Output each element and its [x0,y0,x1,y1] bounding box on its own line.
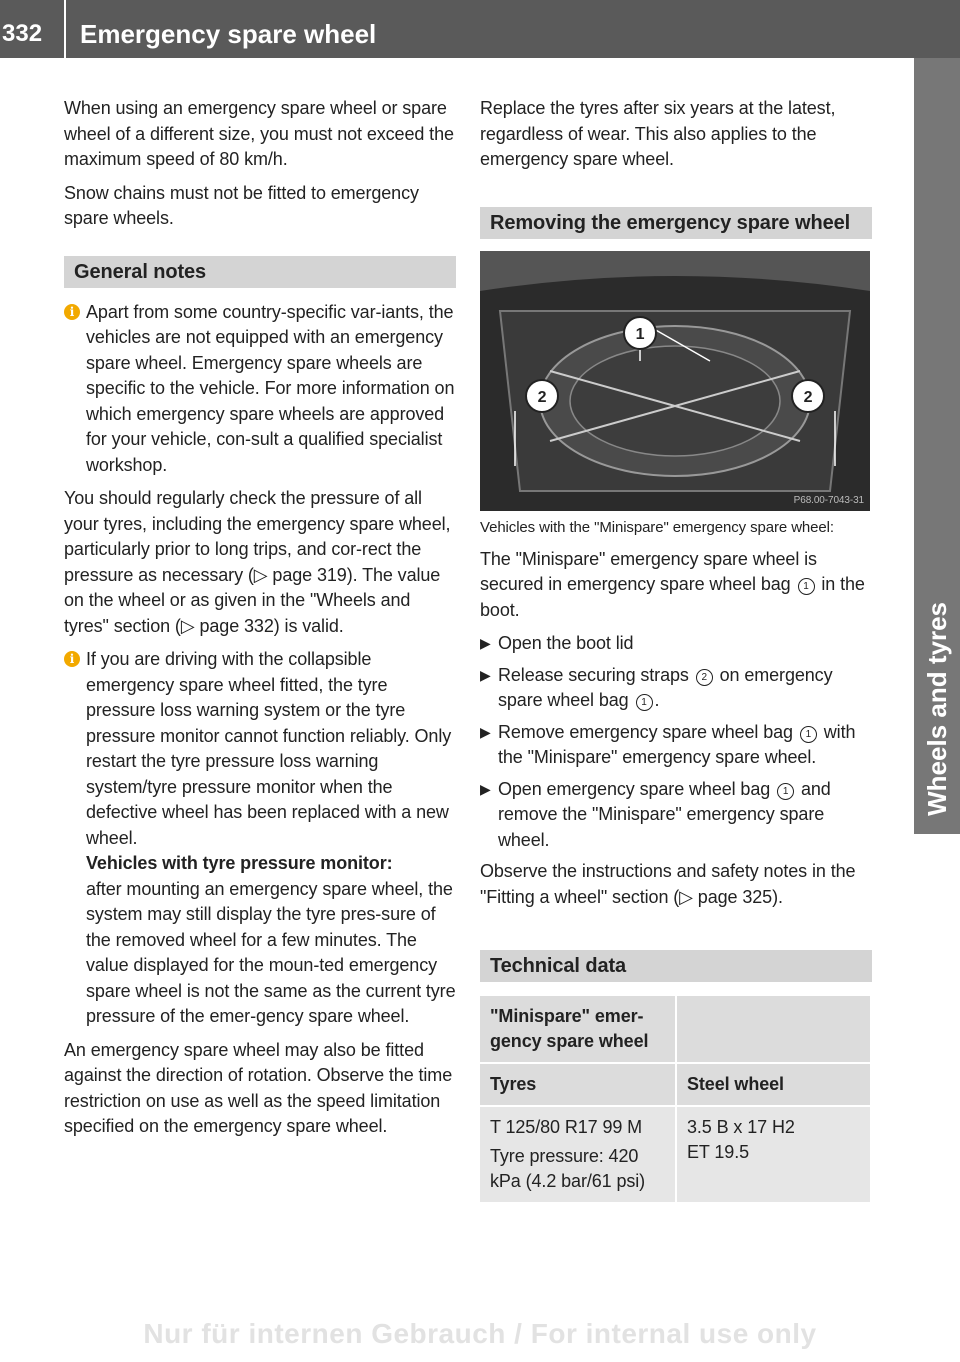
minispare-intro [480,547,872,624]
figure-callout-2-right [792,380,824,412]
tyre-pressure-check-paragraph: You should regularly check the pressure of all your tyres, including the emergency spare wheel, particularly prior to long trips, and cor-rect the pressure as necessary (▷ page 319). The value on the wheel or as given in the "Wheels and tyres" section (▷ page 332) is valid. [64,488,451,636]
step-remove-bag [480,720,872,771]
tyre-spec-cell [480,1105,675,1202]
tyre-monitor-subhead: Vehicles with tyre pressure monitor: [86,853,393,873]
figure-callout-1 [624,317,656,349]
table-row [480,1062,870,1105]
header-divider [64,0,66,58]
step-open-boot-text: Open the boot lid [498,633,634,653]
ref-badge-1: 1 [798,578,815,595]
figure-callout-2-right-label: 2 [803,388,813,406]
info-note-availability [64,300,456,479]
step-release-straps-text-a: Release securing straps [498,664,689,685]
figure-callout-2-left-label: 2 [537,388,547,406]
tyres-header-cell: Tyres [480,1062,675,1105]
step-arrow-icon: ▶ [480,666,491,683]
step-open-bag-text-a: Open emergency spare wheel bag [498,778,771,799]
ref-badge-1: 1 [636,694,653,711]
ref-badge-1: 1 [800,726,817,743]
removing-spare-wheel-heading: Removing the emergency spare wheel [480,207,872,239]
info-note-pressure-monitor [64,647,456,1030]
figure-callout-2-left [526,380,558,412]
tyre-size: T 125/80 R17 99 M [490,1117,643,1137]
chapter-side-tab-label: Wheels and tyres [922,602,952,816]
info-note-pressure-monitor-text: If you are driving with the collapsible emergency spare wheel fitted, the tyre pressure loss warning system or the tyre pressure monitor cannot function reliably. Only restart the tyre pressure loss warning system/tyre pressure monitor when the defective wheel has been replaced with a new wheel. [86,649,452,848]
wheel-offset: ET 19.5 [687,1142,750,1162]
observe-instructions-paragraph: Observe the instructions and safety notes in the "Fitting a wheel" section (▷ page 325). [480,861,856,907]
left-column [64,96,456,1148]
step-open-boot [480,631,872,657]
table-row [480,994,870,1062]
step-open-bag-text-b: and remove the "Minispare" emergency spare wheel. [498,778,831,850]
table-empty-cell [675,994,870,1062]
step-release-straps-text-b: on emergency spare wheel bag [498,664,833,710]
general-notes-heading: General notes [64,256,456,288]
step-release-straps: ▶ Release securing straps 2 on emergency spare wheel bag 1 . [480,664,833,710]
page-number: 332 [2,20,43,47]
minispare-intro-text-a: The "Minispare" emergency spare wheel is secured in emergency spare wheel bag [480,548,817,594]
technical-data-heading: Technical data [480,950,872,982]
minispare-intro-text-b: in the boot. [480,574,865,620]
page-title: Emergency spare wheel [80,19,377,49]
table-row [480,1105,870,1202]
step-arrow-icon: ▶ [480,780,491,797]
step-arrow-icon: ▶ [480,723,491,740]
wheel-size: 3.5 B x 17 H2 [687,1117,795,1137]
info-icon: i [64,651,80,667]
info-note-availability-text: Apart from some country-specific var-iants, the vehicles are not equipped with an emergency spare wheel. Emergency spare wheels are specific to the vehicle. For more information on which emergency spare wheels are approved for your vehicle, con-sult a qualified specialist workshop. [86,301,455,475]
rotation-direction-paragraph: An emergency spare wheel may also be fitted against the direction of rotation. Observe the time restriction on use as well as the speed limitation specified on the emergency spare wheel. [64,1039,453,1136]
steel-wheel-header-cell: Steel wheel [675,1062,870,1105]
step-arrow-icon: ▶ [480,635,491,651]
page-header [0,0,960,58]
info-icon: i [64,304,80,320]
ref-badge-2: 2 [696,669,713,686]
tyre-pressure: Tyre pressure: 420 kPa (4.2 bar/61 psi) [490,1146,646,1191]
step-open-bag [480,777,872,854]
ref-badge-1: 1 [777,783,794,800]
boot-illustration [480,251,870,511]
figure-callout-1-label: 1 [635,325,645,343]
speed-limit-paragraph: When using an emergency spare wheel or spare wheel of a different size, you must not exceed the maximum speed of 80 km/h. [64,98,454,169]
step-remove-bag-text-a: Remove emergency spare wheel bag [498,721,793,742]
step-remove-bag-text-b: with the "Minispare" emergency spare wheel. [498,721,856,767]
chapter-side-tab[interactable] [914,58,960,834]
figure-caption: Vehicles with the "Minispare" emergency spare wheel: [480,518,834,536]
tyre-monitor-body: after mounting an emergency spare wheel, the system may still display the tyre pres-sure of the removed wheel for a few minutes. The value displayed for the moun-ted emergency spare wheel is not the same as the current tyre pressure of the emer-gency spare wheel. [86,878,456,1026]
snow-chains-paragraph: Snow chains must not be fitted to emergency spare wheels. [64,182,419,228]
boot-spare-wheel-figure [480,251,870,511]
table-title-cell: "Minispare" emer-gency spare wheel [480,994,675,1062]
right-column [480,96,872,1202]
figure-code: P68.00-7043-31 [793,494,864,506]
wheel-spec-cell [675,1105,870,1202]
internal-use-watermark: Nur für internen Gebrauch / For internal use only [143,1318,817,1349]
tyre-replacement-paragraph: Replace the tyres after six years at the latest, regardless of wear. This also applies to the emergency spare wheel. [480,98,836,169]
technical-data-table [480,994,870,1202]
